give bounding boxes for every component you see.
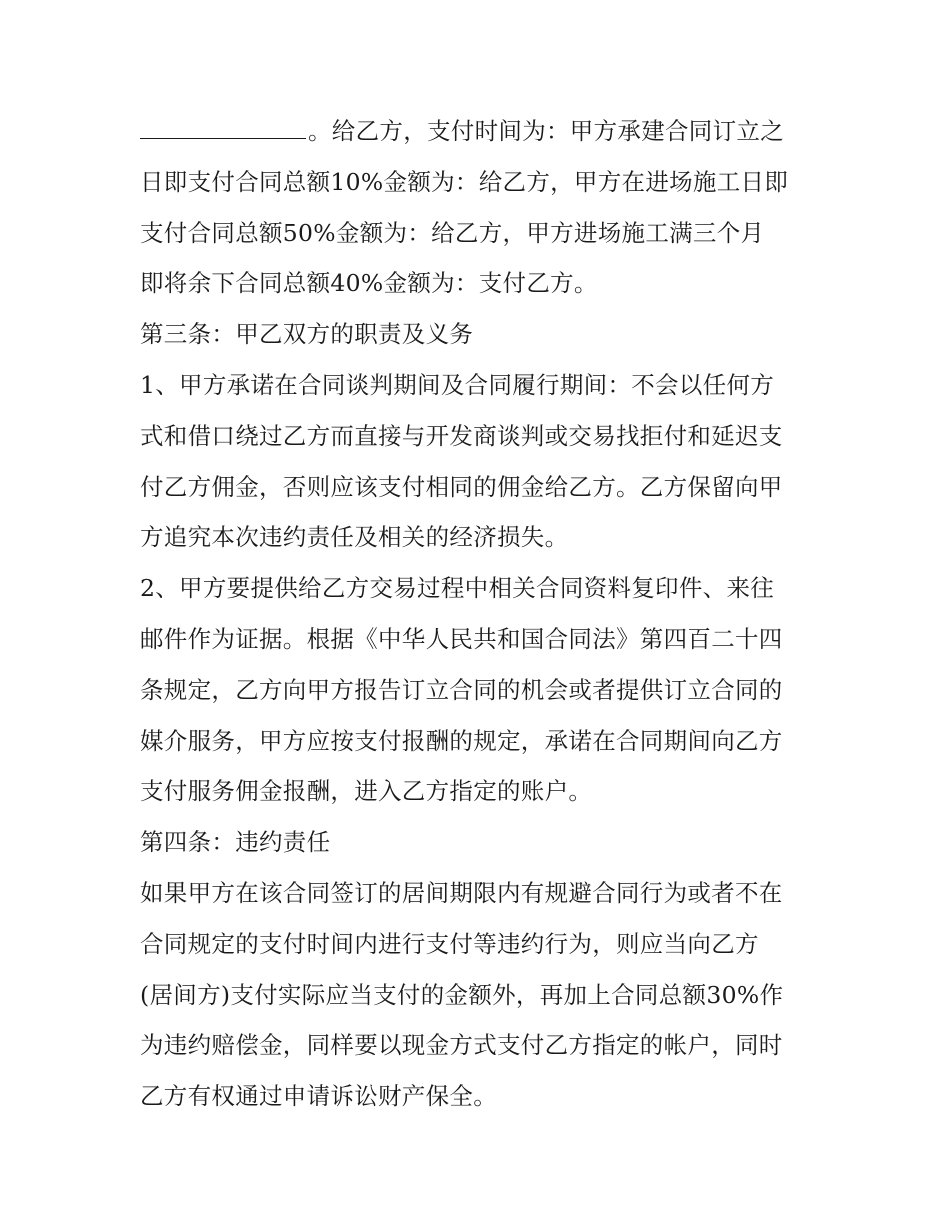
text-line: 邮件作为证据。根据《中华人民共和国合同法》第四百二十四: [140, 624, 783, 653]
text-line: 媒介服务，甲方应按支付报酬的规定，承诺在合同期间向乙方: [140, 726, 783, 755]
text-line: 即将余下合同总额40%金额为：支付乙方。: [140, 269, 598, 298]
text-line: 方追究本次违约责任及相关的经济损失。: [140, 523, 569, 552]
text-line: [140, 106, 820, 157]
text-line: 1、甲方承诺在合同谈判期间及合同履行期间：不会以任何方: [140, 370, 775, 399]
text-line: 支付合同总额50%金额为：给乙方，甲方进场施工满三个月: [140, 218, 765, 247]
text-line: 日即支付合同总额10%金额为：给乙方，甲方在进场施工日即: [140, 167, 789, 196]
text-line: 付乙方佣金，否则应该支付相同的佣金给乙方。乙方保留向甲: [140, 472, 783, 501]
section-heading: 第四条：违约责任: [140, 828, 331, 857]
text-line: 乙方有权通过申请诉讼财产保全。: [140, 1082, 497, 1111]
text-line-content: 。给乙方，支付时间为：甲方承建合同订立之: [308, 117, 784, 145]
section-heading: 第三条：甲乙双方的职责及义务: [140, 320, 474, 349]
text-line: (居间方)支付实际应当支付的金额外，再加上合同总额30%作: [140, 980, 784, 1009]
text-line: 条规定，乙方向甲方报告订立合同的机会或者提供订立合同的: [140, 675, 783, 704]
text-line: 式和借口绕过乙方而直接与开发商谈判或交易找拒付和延迟支: [140, 421, 783, 450]
text-line: 支付服务佣金报酬，进入乙方指定的账户。: [140, 777, 593, 806]
text-line: 为违约赔偿金，同样要以现金方式支付乙方指定的帐户，同时: [140, 1031, 783, 1060]
text-line: 合同规定的支付时间内进行支付等违约行为，则应当向乙方: [140, 929, 759, 958]
document-body: [140, 106, 820, 1122]
text-line: 如果甲方在该合同签订的居间期限内有规避合同行为或者不在: [140, 878, 783, 907]
text-line: 2、甲方要提供给乙方交易过程中相关合同资料复印件、来往: [140, 574, 775, 603]
fill-in-blank: [140, 112, 306, 139]
